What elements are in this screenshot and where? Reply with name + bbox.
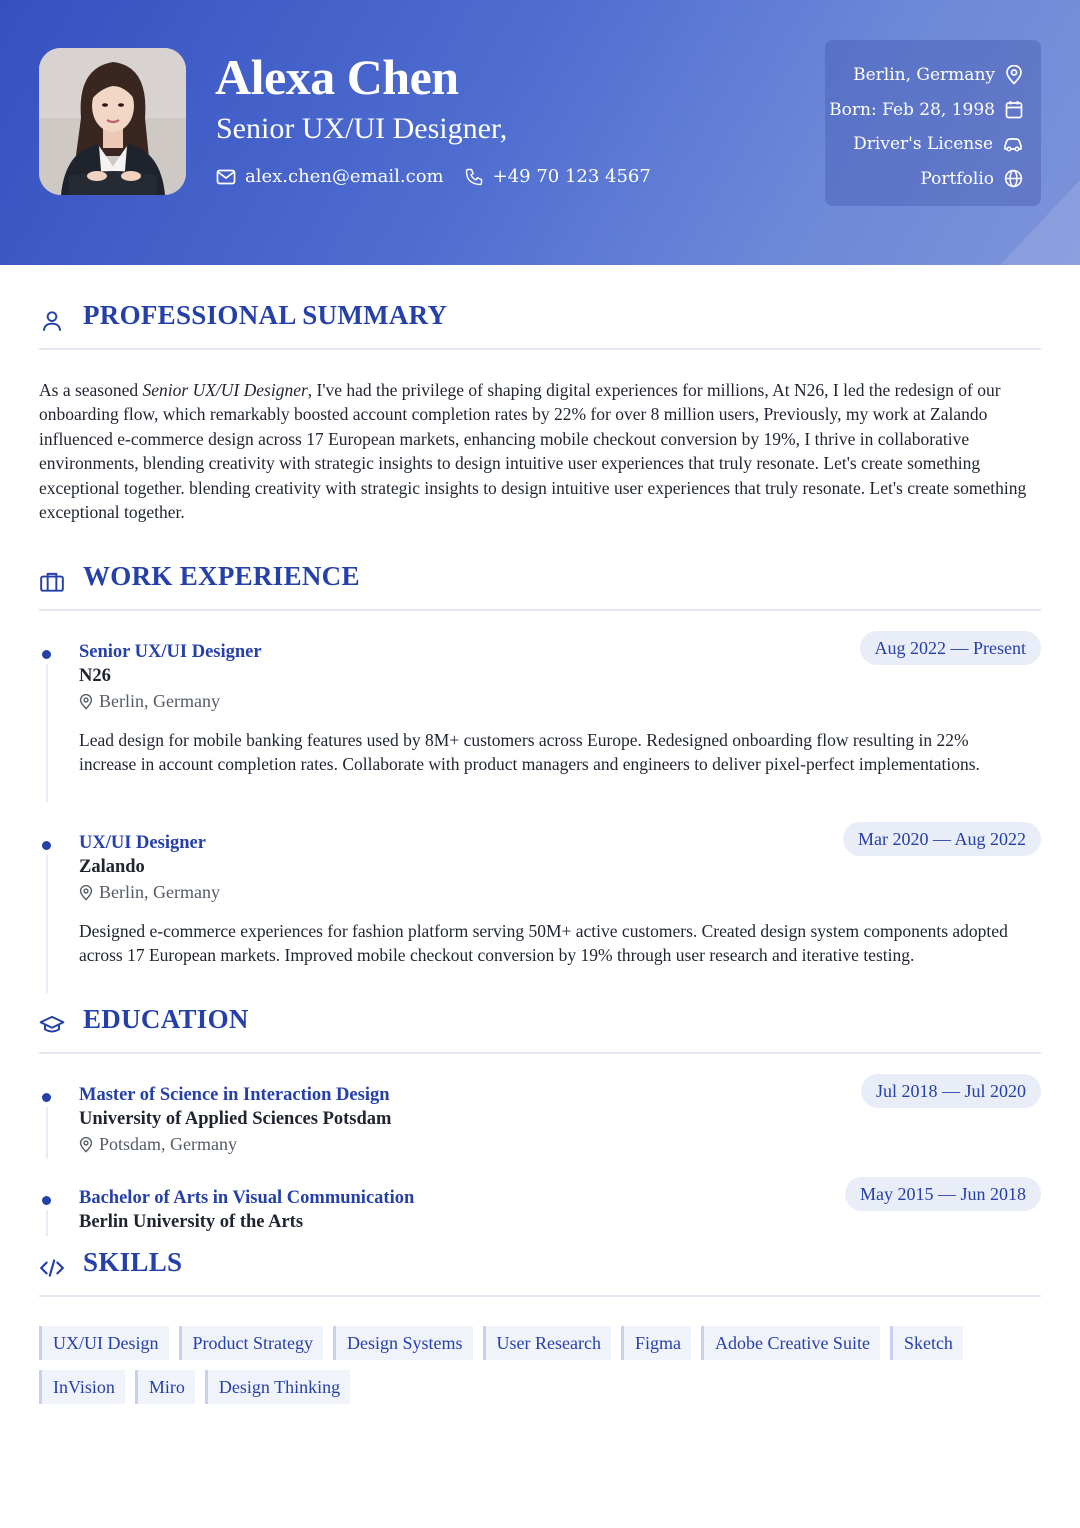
timeline-dot (42, 1093, 51, 1102)
date-badge: May 2015 — Jun 2018 (845, 1177, 1041, 1211)
summary-text (39, 378, 1039, 524)
job-company: Zalando (79, 857, 145, 877)
job-company: N26 (79, 666, 111, 686)
skill-tag: Miro (135, 1370, 195, 1404)
timeline-line (46, 855, 48, 993)
job-location-text: Berlin, Germany (99, 882, 220, 902)
school-name: Berlin University of the Arts (79, 1212, 304, 1232)
school-name: University of Applied Sciences Potsdam (79, 1109, 392, 1129)
skill-tag: User Research (483, 1326, 611, 1360)
summary-emphasis: Senior UX/UI Designer (142, 380, 308, 400)
info-birthdate (825, 93, 1023, 128)
location-pin-icon (79, 694, 93, 710)
briefcase-icon (39, 569, 65, 595)
education-entry (39, 1183, 1041, 1238)
skill-tag: Product Strategy (179, 1326, 323, 1360)
experience-section-header (39, 561, 1041, 611)
timeline-line (46, 1210, 48, 1236)
experience-heading: WORK EXPERIENCE (83, 561, 360, 591)
timeline-dot (42, 841, 51, 850)
phone-contact[interactable] (464, 166, 651, 187)
school-location-text: Potsdam, Germany (99, 1134, 237, 1154)
mail-icon (216, 169, 236, 185)
job-location (79, 691, 220, 712)
skill-tag: Adobe Creative Suite (701, 1326, 880, 1360)
info-birthdate-text: Born: Feb 28, 1998 (829, 99, 995, 120)
job-role: UX/UI Designer (79, 833, 206, 853)
job-role: Senior UX/UI Designer (79, 642, 262, 662)
graduation-cap-icon (39, 1012, 65, 1038)
skill-tag: InVision (39, 1370, 125, 1404)
skills-row (39, 1326, 1041, 1360)
skills-section-header (39, 1247, 1041, 1297)
timeline-line (46, 1107, 48, 1159)
location-pin-icon (79, 885, 93, 901)
info-portfolio-text: Portfolio (920, 168, 994, 189)
date-badge: Mar 2020 — Aug 2022 (843, 822, 1041, 856)
experience-entry (39, 828, 1041, 993)
code-icon (39, 1255, 65, 1281)
location-pin-icon (1005, 65, 1023, 85)
skills-row (39, 1370, 1041, 1404)
resume-header (0, 0, 1080, 265)
degree-title: Bachelor of Arts in Visual Communication (79, 1188, 415, 1208)
profile-photo (39, 48, 186, 195)
timeline-line (46, 664, 48, 802)
calendar-icon (1005, 100, 1023, 119)
skill-tag: UX/UI Design (39, 1326, 169, 1360)
candidate-title: Senior UX/UI Designer, (216, 112, 508, 145)
phone-icon (464, 167, 484, 187)
contact-row (216, 166, 671, 187)
skill-tag: Design Systems (333, 1326, 473, 1360)
summary-prefix: As a seasoned (39, 380, 143, 400)
date-badge: Jul 2018 — Jul 2020 (861, 1074, 1041, 1108)
timeline-dot (42, 1196, 51, 1205)
education-heading: EDUCATION (83, 1004, 249, 1034)
school-location (79, 1134, 237, 1155)
education-entry (39, 1080, 1041, 1165)
experience-entry (39, 637, 1041, 802)
summary-section-header (39, 300, 1041, 350)
location-pin-icon (79, 1137, 93, 1153)
globe-icon (1004, 169, 1023, 188)
timeline-dot (42, 650, 51, 659)
skill-tag: Sketch (890, 1326, 963, 1360)
skill-tag: Figma (621, 1326, 691, 1360)
degree-title: Master of Science in Interaction Design (79, 1085, 390, 1105)
car-icon (1003, 136, 1023, 152)
skills-list (39, 1326, 1041, 1414)
email-text: alex.chen@email.com (245, 166, 444, 187)
info-portfolio[interactable] (825, 162, 1023, 197)
info-license (825, 127, 1023, 162)
info-license-text: Driver's License (853, 134, 993, 155)
job-description: Lead design for mobile banking features used by 8M+ customers across Europe. Redesigned onboarding flow resulting in 22% increase in account completion rates. Collaborate with product managers and engineers to deliver pixel-perfect implementations. (79, 730, 980, 775)
user-icon (39, 308, 65, 334)
candidate-name: Alexa Chen (215, 49, 459, 105)
skill-tag: Design Thinking (205, 1370, 350, 1404)
job-description: Designed e-commerce experiences for fashion platform serving 50M+ active customers. Created design system components adopted across 17 European markets. Improved mobile checkout conversion by 19% through user research and iterative testing. (79, 921, 1008, 966)
phone-text: +49 70 123 4567 (492, 166, 651, 187)
skills-heading: SKILLS (83, 1247, 183, 1277)
personal-info-box (825, 40, 1041, 206)
email-contact[interactable] (216, 166, 444, 187)
job-location-text: Berlin, Germany (99, 691, 220, 711)
info-location-text: Berlin, Germany (853, 65, 995, 86)
job-location (79, 882, 220, 903)
date-badge: Aug 2022 — Present (860, 631, 1042, 665)
summary-body: , I've had the privilege of shaping digital experiences for millions, At N26, I led the redesign of our onboarding flow, which remarkably boosted account completion rates by 22% for over 8 million users, Previously, my work at Zalando influenced e-commerce design across 17 European markets, enhancing mobile checkout conversion by 19%, I thrive in collaborative environments, blending creativity with strategic insights to design intuitive user experiences that truly resonate. Let's create something exceptional together. blending creativity with strategic insights to design intuitive user experiences that truly resonate. Let's create something exceptional together. (39, 380, 1027, 523)
summary-heading: PROFESSIONAL SUMMARY (83, 300, 448, 330)
education-section-header (39, 1004, 1041, 1054)
info-location (825, 58, 1023, 93)
